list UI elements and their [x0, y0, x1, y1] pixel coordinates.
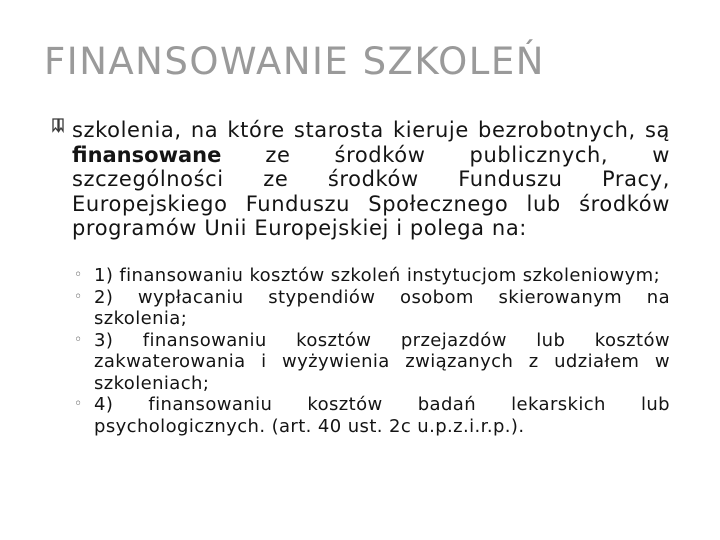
main-text-bold: finansowane	[72, 142, 222, 167]
list-item-text: 3) finansowaniu kosztów przejazdów lub kosztów zakwaterowania i wyżywienia związanych z udziałem w szkoleniach;	[94, 329, 670, 394]
circle-bullet-icon: ◦	[74, 288, 83, 305]
bookmark-bullet-icon	[50, 117, 66, 133]
sub-list	[74, 265, 670, 437]
circle-bullet-icon: ◦	[74, 396, 83, 412]
list-item	[74, 287, 670, 330]
list-item-text: 1) finansowaniu kosztów szkoleń instytucjom szkoleniowym;	[94, 265, 661, 286]
list-item-text: 2) wypłacaniu stypendiów osobom skierowanym na szkolenia;	[94, 286, 670, 329]
list-item-text: 4) finansowaniu kosztów badań lekarskich lub psychologicznych. (art. 40 ust. 2c u.p.z.i.r.p.).	[94, 394, 670, 437]
list-item	[74, 394, 670, 437]
list-item	[74, 330, 670, 395]
main-text-before: szkolenia, na które starosta kieruje bezrobotnych, są	[72, 118, 670, 142]
page-title: FINANSOWANIE SZKOLEŃ	[44, 40, 545, 83]
list-item	[74, 265, 670, 287]
main-paragraph	[72, 118, 670, 241]
main-text-after: ze środków publicznych, w szczególności ze środków Funduszu Pracy, Europejskiego Funduszu Społecznego lub środków programów Unii Europejskiej i polega na:	[72, 142, 670, 240]
circle-bullet-icon: ◦	[74, 267, 83, 283]
circle-bullet-icon: ◦	[74, 331, 83, 348]
